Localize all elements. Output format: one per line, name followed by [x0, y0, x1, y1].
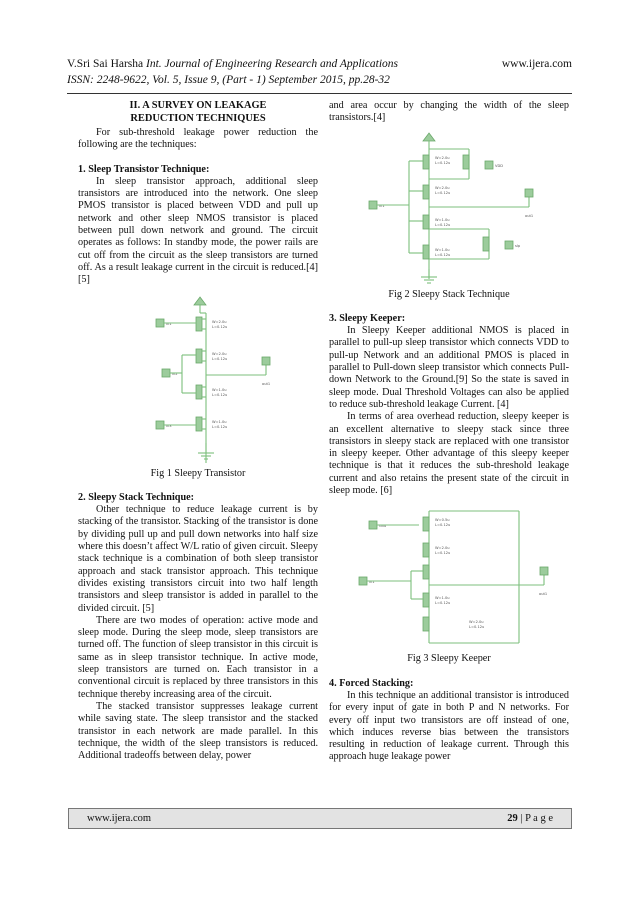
- vdd-symbol: [423, 133, 435, 149]
- input-in1: [359, 571, 423, 599]
- footer-page-label: | P a g e: [520, 813, 553, 824]
- svg-text:in3: in3: [166, 423, 172, 428]
- transistor-keeper-n: [423, 517, 429, 531]
- para-sleep-transistor: In sleep transistor approach, additional sleep transistors are introduced into the network. One sleep PMOS transistor is placed between VDD and pull up network and other sleep NMOS transistor is placed between pull down network and ground. The circuit operates as follows: In standby mode, the power rails are cut off from the circuit as the sleep transistors are turned off. As a result leakage current in the circuit is reduced.[4][5]: [78, 175, 318, 286]
- svg-text:W=1.0u: W=1.0u: [435, 247, 450, 252]
- section-title: [78, 100, 318, 125]
- svg-text:in1: in1: [369, 580, 375, 585]
- figure-2: [329, 129, 569, 301]
- svg-text:L=0.12u: L=0.12u: [435, 601, 451, 606]
- figure-1: [78, 293, 318, 480]
- header-authors: V.Sri Sai Harsha: [67, 58, 144, 70]
- section-intro: For sub-threshold leakage power reduction the following are the techniques:: [78, 127, 318, 151]
- transistor-pullup: [423, 565, 429, 579]
- svg-text:L=0.12u: L=0.12u: [435, 190, 451, 195]
- figure-3: [329, 503, 569, 665]
- header-journal: Int. Journal of Engineering Research and Applications: [146, 58, 399, 70]
- svg-text:out1: out1: [539, 592, 548, 597]
- heading-sleep-transistor: 1. Sleep Transistor Technique:: [78, 163, 210, 175]
- fig1-caption: Fig 1 Sleepy Transistor: [150, 467, 246, 479]
- transistor-sleep-n: [423, 617, 429, 631]
- svg-text:L=0.12u: L=0.12u: [212, 356, 228, 361]
- para-sleepy-stack-3-cont: and area occur by changing the width of the sleep transistors.[4]: [329, 100, 569, 124]
- svg-text:out1: out1: [262, 381, 271, 386]
- svg-text:in2: in2: [172, 371, 178, 376]
- page-footer: [68, 808, 572, 829]
- transistor-stack-p: [423, 155, 429, 199]
- svg-text:L=0.12u: L=0.12u: [435, 160, 451, 165]
- fig1-schematic: [78, 293, 318, 468]
- input-in1: [369, 161, 423, 253]
- svg-text:out1: out1: [525, 213, 534, 218]
- svg-text:W=1.0u: W=1.0u: [212, 419, 227, 424]
- svg-text:W=2.0u: W=2.0u: [469, 620, 484, 625]
- ground-symbol: [421, 269, 437, 283]
- transistor-sleep-n: [483, 237, 521, 251]
- transistor-sleep-p: [423, 543, 429, 557]
- heading-sleepy-stack: 2. Sleepy Stack Technique:: [78, 491, 195, 503]
- output-out1: [206, 357, 270, 386]
- section-title-line1: II. A SURVEY ON LEAKAGE: [129, 100, 267, 111]
- svg-text:W=1.0u: W=1.0u: [212, 387, 227, 392]
- svg-text:in1: in1: [166, 321, 172, 326]
- svg-text:W=2.0u: W=2.0u: [212, 319, 227, 324]
- vdd-symbol: [194, 297, 206, 313]
- footer-website[interactable]: www.ijera.com: [87, 813, 152, 824]
- svg-text:VDD: VDD: [495, 163, 503, 168]
- transistor-p2: [196, 349, 206, 363]
- svg-text:W=1.0u: W=1.0u: [435, 217, 450, 222]
- header-citation: [67, 56, 398, 72]
- heading-forced-stacking: 4. Forced Stacking:: [329, 677, 414, 689]
- section-title-line2: REDUCTION TECHNIQUES: [130, 112, 266, 124]
- svg-text:L=0.12u: L=0.12u: [435, 523, 451, 528]
- para-sleepy-keeper-2: In terms of area overhead reduction, sleepy keeper is an excellent alternative to sleepy stack since three transistors in sleepy stack are replaced with one transistor in sleepy keeper. Other advantage of this sleepy keeper technique is that it reduces the sub-threshold leakage current and also retains the present state of the circuit in sleep mode. [6]: [329, 411, 569, 497]
- transistor-n1: [196, 385, 206, 399]
- fig2-schematic: [329, 129, 569, 289]
- svg-text:W=2.0u: W=2.0u: [435, 185, 450, 190]
- svg-text:L=0.12u: L=0.12u: [212, 392, 228, 397]
- header-divider: [67, 93, 572, 94]
- header-issn: ISSN: 2248-9622, Vol. 5, Issue 9, (Part - 1) September 2015, pp.28-32: [67, 74, 390, 86]
- svg-text:W=2.0u: W=2.0u: [435, 546, 450, 551]
- para-sleepy-stack-1: Other technique to reduce leakage current is by stacking of the transistor. Stacking of the transistor is done by dividing pull up and pull down networks into half size where this doesn’t affect W/L ratio of given circuit. Sleepy stack technique is a combination of both sleep transistor approach and stack transistor approach. This technique divides existing transistors circuit into two half length transistors and sleep transistor is added in parallel to the divided circuit. [5]: [78, 504, 318, 614]
- svg-text:W=2.0u: W=2.0u: [435, 155, 450, 160]
- svg-text:L=0.12u: L=0.12u: [435, 222, 451, 227]
- page-header: [67, 56, 572, 88]
- fig3-schematic: [329, 503, 569, 653]
- svg-text:Gnd: Gnd: [379, 524, 387, 529]
- input-in2: [162, 355, 196, 393]
- header-website[interactable]: www.ijera.com: [501, 58, 572, 70]
- svg-text:W=2.0u: W=2.0u: [212, 351, 227, 356]
- output-out1: [429, 567, 548, 596]
- transistor-p1: [196, 317, 206, 331]
- svg-text:L=0.12u: L=0.12u: [469, 625, 485, 630]
- footer-page: [507, 809, 553, 828]
- para-sleepy-keeper-1: In Sleepy Keeper additional NMOS is placed in parallel to pull-up sleep transistor which connects VDD to pull-up Network and an additional PMOS is placed in parallel to Pull-down sleep transistor which connects Pull-down Network to the Ground.[9] So the state is saved in sleep mode. Dual Threshold Voltages can also be applied to reduce sub-threshold leakage Current. [4]: [329, 325, 569, 410]
- transistor-pulldown: [423, 593, 429, 607]
- svg-text:L=0.12u: L=0.12u: [212, 424, 228, 429]
- input-in1: [156, 319, 196, 327]
- para-sleepy-stack-2: There are two modes of operation: active mode and sleep mode. During the sleep mode, sleep transistors are turned off. The function of sleep transistor in this circuit is same as in sleep transistor technique. In active mode, sleep transistors are turned on. Each transistor in a conventional circuit is replaced by three transistors in this technique thereby increasing area of the circuit.: [78, 614, 318, 700]
- svg-text:in1: in1: [379, 203, 385, 208]
- fig3-caption: Fig 3 Sleepy Keeper: [407, 653, 491, 665]
- heading-sleepy-keeper: 3. Sleepy Keeper:: [329, 312, 406, 324]
- transistor-n2: [196, 417, 206, 431]
- svg-text:L=0.12u: L=0.12u: [435, 551, 451, 556]
- transistor-stack-n: [423, 215, 429, 259]
- para-sleepy-stack-3: The stacked transistor suppresses leakage current while saving state. The sleep transistor and the stacked transistor in each network are made parallel. In this technique, the width of the sleep transistors is reduced. Additional tradeoffs between delay, power: [78, 700, 318, 762]
- footer-page-number: 29: [507, 813, 518, 824]
- input-in3: [156, 421, 196, 429]
- left-column: [78, 100, 318, 762]
- right-column: [329, 100, 569, 764]
- svg-text:W=0.5u: W=0.5u: [435, 518, 450, 523]
- svg-text:L=0.12u: L=0.12u: [435, 252, 451, 257]
- svg-text:W=1.0u: W=1.0u: [435, 596, 450, 601]
- svg-text:slp: slp: [515, 243, 521, 248]
- svg-text:L=0.12u: L=0.12u: [212, 324, 228, 329]
- transistor-sleep-p: [463, 155, 503, 169]
- para-forced-stacking: In this technique an additional transistor is introduced for every input of gate in both P and N networks. For every off input two transistors are off instead of one, which induces reverse bias between the transistors resulting in reduction of leakage current. Through this approach huge leakage power: [329, 689, 569, 763]
- fig2-caption: Fig 2 Sleepy Stack Technique: [388, 288, 510, 300]
